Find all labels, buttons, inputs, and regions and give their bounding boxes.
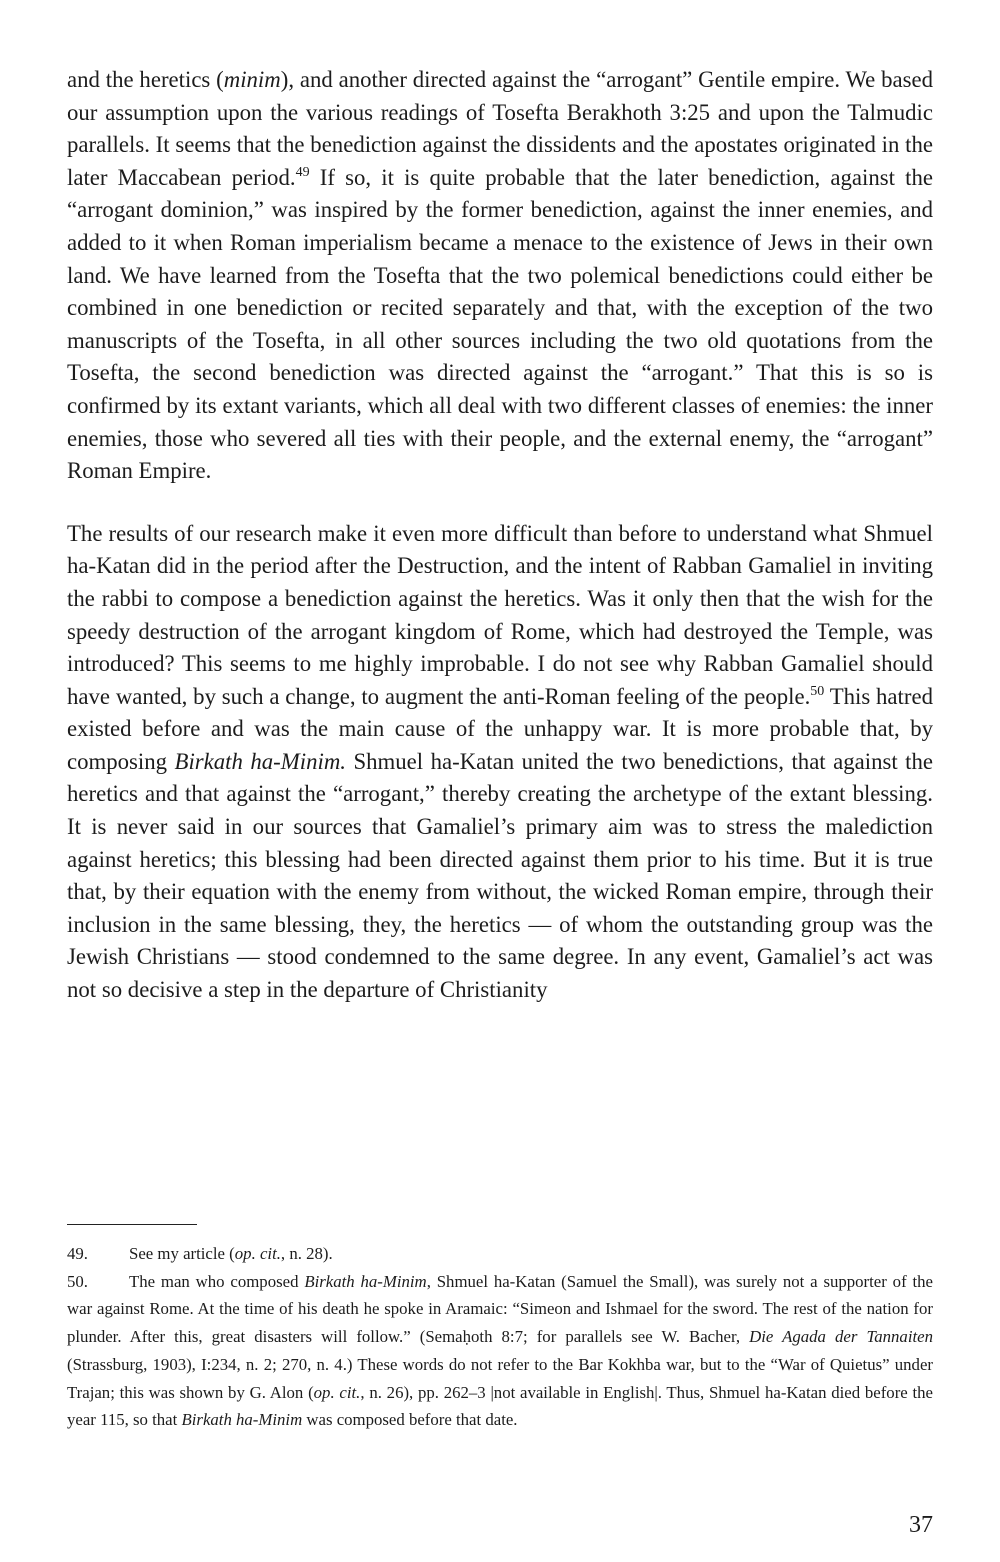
- footnote-rule: [67, 1224, 197, 1225]
- text-run: , n. 26), pp. 262–3 |not available in English|. Thus, Shmuel ha-Katan died before the year 115, so that: [67, 1382, 933, 1430]
- footnote-ref: 49: [295, 164, 310, 180]
- text-run: was composed before that date.: [302, 1410, 518, 1430]
- body-text: [67, 64, 933, 1007]
- text-run: If so, it is quite probable that the later benediction, against the “arrogant dominion,” was inspired by the former benediction, against the inner enemies, and added to it when Roman imperialism became a menace to the existence of Jews in their own land. We have learned from the Tosefta that the two polemical benedictions could either be combined in one benediction or recited separately and that, with the exception of the two manuscripts of the Tosefta, in all other sources including the two old quotations from the Tosefta, the second benediction was directed against the “arrogant.” That this is so is confirmed by its extant variants, which all deal with two different classes of enemies: the inner enemies, those who severed all ties with their people, and the external enemy, the “arrogant” Roman Empire.: [67, 164, 933, 484]
- text-run: The results of our research make it even more difficult than before to understand what Shmuel ha-Katan did in the period after the Destruction, and the intent of Rabban Gamaliel in inviting the rabbi to compose a benediction against the heretics. Was it only then that the wish for the speedy destruction of the arrogant kingdom of Rome, which had destroyed the Temple, was introduced? This seems to me highly improbable. I do not see why Rabban Gamaliel should have wanted, by such a change, to augment the anti-Roman feeling of the people.: [67, 520, 933, 709]
- text-run: (Strassburg, 1903), I:234, n. 2; 270, n. 4.) These words do not refer to the Bar Kokhba war, but to the “War of Quietus” under Trajan; this was shown by G. Alon (: [67, 1354, 933, 1402]
- text-run: See my article (: [129, 1244, 235, 1263]
- paragraph: [67, 64, 933, 488]
- footnotes: [67, 1240, 933, 1434]
- footnote-text: [129, 1244, 333, 1263]
- italic-text: Birkath ha-Minim.: [174, 748, 346, 774]
- italic-text: Birkath ha-Minim: [304, 1271, 427, 1291]
- footnote-number: 50.: [67, 1271, 88, 1291]
- footnote-50: [67, 1268, 933, 1434]
- italic-text: op. cit.: [234, 1244, 281, 1263]
- text-run: ), and another directed against the “arrogant” Gentile empire. We based our assumption upon the various readings of Tosefta Berakhoth 3:25 and upon the Talmudic parallels. It seems that the benediction against the dissidents and the apostates originated in the later Maccabean period.: [67, 67, 934, 190]
- paragraph: [67, 518, 933, 1007]
- text-run: and the heretics (: [67, 67, 224, 92]
- footnote-ref: 50: [810, 683, 825, 699]
- italic-text: Die Agada der Tannaiten: [749, 1327, 933, 1347]
- italic-text: Birkath ha-Minim: [181, 1410, 303, 1430]
- text-run: This hatred existed before and was the main cause of the unhappy war. It is more probable that, by composing: [67, 683, 933, 774]
- italic-text: op. cit.: [313, 1382, 361, 1402]
- text-run: , n. 28).: [280, 1244, 333, 1263]
- text-run: Shmuel ha-Katan united the two benedictions, that against the heretics and that against the “arrogant,” thereby creating the archetype of the extant blessing. It is never said in our sources that Gamaliel’s primary aim was to stress the malediction against heretics; this blessing had been directed against them prior to his time. But it is true that, by their equation with the enemy from without, the wicked Roman empire, through their inclusion in the same blessing, they, the heretics — of whom the outstanding group was the Jewish Christians — stood condemned to the same degree. In any event, Gamaliel’s act was not so decisive a step in the departure of Christianity: [67, 748, 934, 1003]
- footnote-number: 49.: [67, 1244, 88, 1263]
- italic-text: minim: [223, 67, 281, 92]
- footnote-text: [67, 1272, 933, 1430]
- footnote-49: [67, 1240, 933, 1268]
- text-run: The man who composed: [129, 1271, 305, 1291]
- text-run: , Shmuel ha-Katan (Samuel the Small), was surely not a supporter of the war against Rome. At the time of his death he spoke in Aramaic: “Simeon and Ishmael for the sword. The rest of the nation for plunder. After this, great disasters will follow.” (Semaḥoth 8:7; for parallels see W. Bacher,: [67, 1271, 934, 1347]
- page-number: 37: [909, 1512, 933, 1538]
